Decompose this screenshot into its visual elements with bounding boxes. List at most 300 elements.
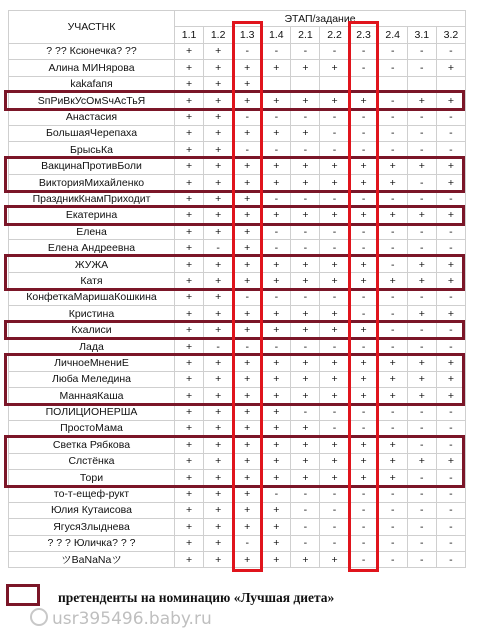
stage-mark-cell: - [320,142,349,158]
stage-mark-cell: + [175,387,204,403]
stage-column-header: ЭТАП/задание [175,11,466,27]
stage-number-header: 3.1 [407,27,436,43]
participant-name: Кхалиси [9,322,175,338]
stage-mark-cell: - [378,256,407,272]
stage-mark-cell: - [349,519,378,535]
stage-mark-cell: - [378,142,407,158]
stage-mark-cell: + [320,453,349,469]
stage-mark-cell: - [407,486,436,502]
table-row [9,207,466,223]
stage-mark-cell: - [378,322,407,338]
stage-mark-cell: - [320,404,349,420]
stage-mark-cell: + [204,420,233,436]
stage-mark-cell: - [320,289,349,305]
stage-mark-cell: + [233,191,262,207]
stage-mark-cell: - [407,174,436,190]
stage-mark-cell: - [378,109,407,125]
table-row [9,125,466,141]
stage-mark-cell: - [436,240,465,256]
participant-name: ЛичноеМнениЕ [9,355,175,371]
stage-mark-cell: - [233,109,262,125]
stage-mark-cell: + [204,535,233,551]
stage-number-header: 1.4 [262,27,291,43]
stage-mark-cell: + [204,174,233,190]
stage-mark-cell: + [349,469,378,485]
stage-mark-cell: - [378,338,407,354]
stage-mark-cell: - [320,338,349,354]
stage-mark-cell: - [233,142,262,158]
stage-mark-cell: + [349,92,378,108]
stage-mark-cell: + [320,387,349,403]
stage-mark-cell: - [407,289,436,305]
stage-mark-cell: - [291,338,320,354]
stage-mark-cell: + [436,174,465,190]
participant-name: Елена [9,224,175,240]
stage-mark-cell: + [436,158,465,174]
stage-mark-cell: - [349,125,378,141]
stage-mark-cell: + [378,174,407,190]
stage-mark-cell: - [291,43,320,59]
stage-mark-cell: - [378,306,407,322]
stage-mark-cell: + [291,322,320,338]
stage-mark-cell: - [436,289,465,305]
stage-mark-cell: + [291,92,320,108]
watermark-text: usr395496.baby.ru [52,609,212,629]
stage-mark-cell: - [378,125,407,141]
stage-mark-cell: - [291,289,320,305]
stage-mark-cell: - [262,289,291,305]
stage-mark-cell: + [291,551,320,567]
stage-mark-cell: + [262,453,291,469]
stage-mark-cell: - [320,519,349,535]
participant-name: КонфеткаМаришаКошкина [9,289,175,305]
stage-mark-cell: - [436,469,465,485]
participant-name: то-т-ещеф-рукт [9,486,175,502]
stage-mark-cell: - [407,338,436,354]
stage-mark-cell: + [175,76,204,92]
participant-name: ПОЛИЦИОНЕРША [9,404,175,420]
participant-name: Кристина [9,306,175,322]
stage-mark-cell: + [320,371,349,387]
participant-name: БольшаяЧерепаха [9,125,175,141]
stage-mark-cell: + [378,469,407,485]
stage-mark-cell: + [262,125,291,141]
stage-mark-cell: - [378,404,407,420]
stage-mark-cell: + [204,486,233,502]
stage-mark-cell: - [436,109,465,125]
stage-mark-cell: - [407,404,436,420]
stage-mark-cell: - [378,43,407,59]
stage-mark-cell: - [407,322,436,338]
stage-mark-cell: + [175,224,204,240]
table-row [9,502,466,518]
participant-name: kakafaпя [9,76,175,92]
stage-mark-cell: - [378,420,407,436]
stage-mark-cell: + [262,519,291,535]
stage-mark-cell: + [320,469,349,485]
stage-mark-cell: - [349,486,378,502]
stage-mark-cell: - [407,224,436,240]
participant-name: Тори [9,469,175,485]
legend-text: претенденты на номинацию «Лучшая диета» [58,590,335,605]
stage-mark-cell: + [291,387,320,403]
stage-mark-cell: + [175,256,204,272]
table-row [9,142,466,158]
stage-mark-cell: + [291,355,320,371]
stage-mark-cell: - [378,486,407,502]
stage-mark-cell: + [233,551,262,567]
stage-mark-cell: - [407,191,436,207]
stage-mark-cell: + [233,174,262,190]
table-row [9,453,466,469]
stage-mark-cell: + [436,371,465,387]
participant-name: ВикторияМихайленко [9,174,175,190]
table-row [9,387,466,403]
stage-mark-cell: + [349,371,378,387]
stage-mark-cell: + [291,256,320,272]
stage-mark-cell: + [349,256,378,272]
baby-ru-logo-icon [30,608,48,626]
stage-mark-cell: - [349,191,378,207]
table-row [9,306,466,322]
stage-mark-cell: + [204,355,233,371]
stage-mark-cell: + [204,519,233,535]
stage-mark-cell: - [349,289,378,305]
table-row [9,43,466,59]
stage-mark-cell: + [204,224,233,240]
stage-mark-cell: + [320,322,349,338]
stage-mark-cell: + [233,240,262,256]
stage-mark-cell: + [262,256,291,272]
stage-mark-cell [349,76,378,92]
stage-mark-cell: + [407,306,436,322]
stage-mark-cell: - [378,240,407,256]
stage-mark-cell: + [175,535,204,551]
stage-mark-cell: - [349,404,378,420]
stage-mark-cell: + [291,174,320,190]
participant-name: Алина МИНярова [9,60,175,76]
stage-mark-cell: - [407,109,436,125]
stage-mark-cell: - [349,551,378,567]
stage-mark-cell: - [349,109,378,125]
stage-mark-cell: + [204,158,233,174]
stage-mark-cell: - [291,535,320,551]
stage-mark-cell: - [262,43,291,59]
stage-mark-cell: - [378,60,407,76]
stage-mark-cell: + [175,92,204,108]
table-row [9,469,466,485]
stage-mark-cell: + [233,92,262,108]
stage-mark-cell: + [233,420,262,436]
stage-mark-cell: + [175,207,204,223]
stage-mark-cell: + [262,420,291,436]
stage-mark-cell: - [378,502,407,518]
stage-mark-cell: + [262,322,291,338]
stage-mark-cell: - [436,43,465,59]
stage-mark-cell: + [407,387,436,403]
stage-mark-cell: - [291,109,320,125]
stage-mark-cell: + [204,60,233,76]
participant-name: ПраздникКнамПриходит [9,191,175,207]
stage-mark-cell: + [262,207,291,223]
stage-mark-cell: + [175,551,204,567]
stage-mark-cell: + [407,158,436,174]
stage-number-header: 2.3 [349,27,378,43]
stage-mark-cell: + [349,158,378,174]
stage-mark-cell: + [291,158,320,174]
stage-mark-cell: + [291,437,320,453]
stage-mark-cell: + [262,355,291,371]
stage-mark-cell: + [175,125,204,141]
stage-mark-cell: + [233,125,262,141]
stage-mark-cell: - [407,240,436,256]
stage-mark-cell: + [233,355,262,371]
participant-name: ЖУЖА [9,256,175,272]
stage-mark-cell: - [291,191,320,207]
stage-mark-cell: + [233,207,262,223]
stage-mark-cell: + [204,109,233,125]
participant-name: Юлия Кутаисова [9,502,175,518]
stage-mark-cell: + [204,191,233,207]
stage-mark-cell: + [233,306,262,322]
stage-mark-cell: - [262,338,291,354]
stage-mark-cell: + [204,43,233,59]
stage-mark-cell: - [349,142,378,158]
stage-mark-cell: + [233,256,262,272]
stage-mark-cell: + [291,453,320,469]
stage-mark-cell: - [407,437,436,453]
stage-mark-cell: - [320,486,349,502]
stage-mark-cell: - [407,469,436,485]
participant-name: ? ?? Ксюнечка? ?? [9,43,175,59]
stage-mark-cell: - [204,338,233,354]
stage-mark-cell: + [175,502,204,518]
stage-mark-cell: + [262,535,291,551]
stage-mark-cell: - [233,535,262,551]
stage-mark-cell: - [436,191,465,207]
participant-name: Люба Меледина [9,371,175,387]
stage-mark-cell: + [175,486,204,502]
stage-mark-cell: + [175,453,204,469]
watermark [30,608,212,629]
stage-mark-cell: + [233,453,262,469]
stage-mark-cell: - [436,502,465,518]
stage-mark-cell: + [233,437,262,453]
stage-mark-cell: + [175,469,204,485]
stage-mark-cell: - [291,142,320,158]
stage-mark-cell: + [175,109,204,125]
stage-mark-cell: - [320,224,349,240]
stage-mark-cell: + [320,60,349,76]
stage-mark-cell: + [320,437,349,453]
stage-mark-cell: + [291,306,320,322]
stage-mark-cell: + [320,256,349,272]
stage-mark-cell: + [378,273,407,289]
participant-name: Елена Андреевна [9,240,175,256]
stage-mark-cell: + [349,273,378,289]
table-row [9,289,466,305]
table-row [9,371,466,387]
stage-mark-cell: + [407,355,436,371]
participant-name: ЯгусяЗлыднева [9,519,175,535]
stage-mark-cell: + [436,387,465,403]
stage-mark-cell: - [436,338,465,354]
stage-mark-cell: + [175,355,204,371]
stage-mark-cell: - [378,224,407,240]
stage-mark-cell: + [204,404,233,420]
stage-mark-cell: - [262,191,291,207]
stage-mark-cell: - [349,502,378,518]
stage-mark-cell: + [349,437,378,453]
participant-name: Анастасия [9,109,175,125]
stage-mark-cell: + [262,437,291,453]
stage-number-header: 2.1 [291,27,320,43]
stage-mark-cell: + [233,404,262,420]
participant-name: ? ? ? Юличка? ? ? [9,535,175,551]
stage-mark-cell: - [291,404,320,420]
stage-mark-cell: - [349,224,378,240]
stage-mark-cell: - [233,43,262,59]
stage-mark-cell: + [204,502,233,518]
legend-swatch [6,584,40,606]
stage-mark-cell: - [436,486,465,502]
stage-mark-cell: + [175,437,204,453]
stage-mark-cell: - [378,92,407,108]
stage-mark-cell: - [262,109,291,125]
stage-mark-cell: + [407,92,436,108]
stage-mark-cell: + [262,469,291,485]
stage-mark-cell: + [204,207,233,223]
stage-mark-cell: + [262,404,291,420]
stage-mark-cell: - [291,240,320,256]
stage-mark-cell: + [349,355,378,371]
stage-mark-cell: - [349,240,378,256]
stage-mark-cell: - [320,240,349,256]
stage-mark-cell: + [407,273,436,289]
participant-name: Екатерина [9,207,175,223]
stage-mark-cell: + [204,453,233,469]
stage-mark-cell: + [262,174,291,190]
stage-mark-cell: - [407,551,436,567]
table-row [9,420,466,436]
stage-mark-cell: + [407,256,436,272]
stage-mark-cell: + [320,158,349,174]
stage-mark-cell: - [436,224,465,240]
stage-mark-cell: - [436,519,465,535]
stage-mark-cell: + [262,60,291,76]
stage-mark-cell: + [349,453,378,469]
participant-name: ツBaNaNaツ [9,551,175,567]
stage-mark-cell: + [233,469,262,485]
stage-mark-cell: + [262,92,291,108]
stage-mark-cell [262,76,291,92]
stage-mark-cell: - [262,142,291,158]
stage-mark-cell: + [233,322,262,338]
stage-mark-cell: - [349,535,378,551]
stage-mark-cell: - [320,191,349,207]
stage-mark-cell: + [204,437,233,453]
stage-mark-cell: + [378,453,407,469]
stage-mark-cell: + [175,420,204,436]
stage-mark-cell: + [175,142,204,158]
stage-mark-cell: - [407,535,436,551]
stage-mark-cell: + [204,125,233,141]
stage-mark-cell: - [407,519,436,535]
stage-mark-cell: + [175,404,204,420]
table-row [9,322,466,338]
stage-mark-cell: - [262,224,291,240]
participant-name: Катя [9,273,175,289]
stage-mark-cell: + [175,174,204,190]
stage-mark-cell: + [175,306,204,322]
stage-mark-cell: - [320,420,349,436]
stage-mark-cell: - [233,289,262,305]
stage-mark-cell: + [175,43,204,59]
stage-mark-cell: - [436,420,465,436]
stage-mark-cell: - [349,338,378,354]
stage-mark-cell: + [262,551,291,567]
stage-mark-cell [407,76,436,92]
stage-mark-cell: + [262,306,291,322]
table-row [9,551,466,567]
stage-mark-cell: + [320,273,349,289]
stage-mark-cell: + [175,519,204,535]
stage-mark-cell: + [436,256,465,272]
stage-mark-cell: + [204,371,233,387]
stage-mark-cell: + [262,158,291,174]
participant-name: ПростоМама [9,420,175,436]
stage-mark-cell: + [320,306,349,322]
stage-mark-cell: - [436,125,465,141]
table-row [9,60,466,76]
stage-mark-cell: - [349,420,378,436]
stage-mark-cell: - [291,224,320,240]
stage-mark-cell: + [378,371,407,387]
stage-mark-cell: - [378,551,407,567]
participant-name: SпРиВкУсОмSчАсТьЯ [9,92,175,108]
stage-mark-cell: + [175,273,204,289]
stage-number-header: 2.2 [320,27,349,43]
table-row [9,404,466,420]
stage-mark-cell: + [204,142,233,158]
table-row [9,486,466,502]
stage-mark-cell: + [204,92,233,108]
stage-mark-cell: + [320,551,349,567]
stage-mark-cell: + [436,306,465,322]
stage-mark-cell: - [320,502,349,518]
stage-mark-cell: + [349,322,378,338]
stage-mark-cell: + [175,338,204,354]
stage-mark-cell: + [204,469,233,485]
results-table [8,10,466,568]
stage-number-header: 1.3 [233,27,262,43]
stage-mark-cell: + [436,355,465,371]
stage-mark-cell: + [291,371,320,387]
stage-mark-cell: + [407,371,436,387]
stage-number-header: 1.2 [204,27,233,43]
stage-mark-cell: + [233,387,262,403]
stage-number-header: 1.1 [175,27,204,43]
stage-number-header: 2.4 [378,27,407,43]
table-row [9,519,466,535]
stage-mark-cell: + [175,371,204,387]
table-row [9,92,466,108]
stage-mark-cell: + [378,207,407,223]
stage-mark-cell [291,76,320,92]
stage-mark-cell [320,76,349,92]
stage-mark-cell: - [204,240,233,256]
stage-mark-cell: + [436,453,465,469]
